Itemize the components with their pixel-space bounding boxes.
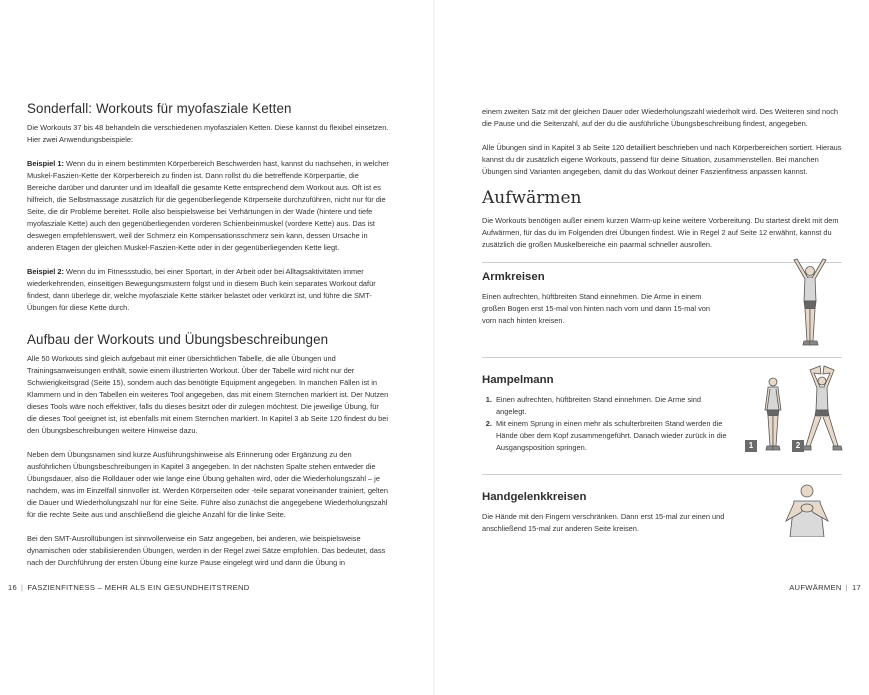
figure-badge-1: 1 bbox=[745, 440, 757, 452]
running-title-left: FASZIENFITNESS – MEHR ALS EIN GESUNDHEITSTREND bbox=[27, 583, 250, 592]
exercise-description: Einen aufrechten, hüftbreiten Stand einnehmen. Die Arme in einem großen Bogen erst 15-mal von hinten nach vorn und dann 15-mal von vorn nach hinten kreisen. bbox=[482, 292, 711, 325]
example-1-text: Wenn du in einem bestimmten Körperbereich Beschwerden hast, kannst du nachsehen, in welcher Muskel-Faszien-Kette der Körperbereich zu finden ist. Dann rollst du die betreffende Körperpartie, die Bereiche darüber und darunter und im Idealfall die gesamte Kette entsprechend dem Workout aus. Oft ist es hilfreich, die Selbstmassage zusätzlich für die gegenüberliegende Körperseite durchzuführen, nicht nur für die Seite, die dir Probleme bereitet. Rolle also beispielsweise bei Verhärtungen in der Wade (hintere und tiefe myofasziale Kette) auch den gegenüberliegenden vorderen Schienbeinmuskel (vordere Kette) aus. Das ist deswegen empfehlenswert, weil der Schmerz ein Kompensationsschmerz sein kann, dessen Ursache in anderen Etagen der gleichen Muskel-Faszien-Kette oder in der gegenüberliegenden Kette liegt. bbox=[27, 159, 389, 252]
example-2-paragraph bbox=[27, 266, 389, 314]
example-1-label: Beispiel 1: bbox=[27, 159, 64, 168]
jumping-jack-jump-illustration bbox=[800, 364, 844, 452]
step-2: 2. Mit einem Sprung in einen mehr als schulterbreiten Stand werden die Hände über dem Kopf zusammengeführt. Danach wieder zurück in die Ausgangsposition springen. bbox=[494, 418, 730, 454]
exercise-steps bbox=[482, 394, 730, 454]
exercise-armkreisen bbox=[482, 262, 842, 357]
arm-circles-figure-illustration bbox=[788, 257, 832, 349]
exercise-title: Armkreisen bbox=[482, 271, 545, 283]
exercise-title: Hampelmann bbox=[482, 374, 554, 386]
right-text-column bbox=[482, 106, 842, 561]
structure-paragraph-1: Alle 50 Workouts sind gleich aufgebaut mit einer übersichtlichen Tabelle, die alle Übungen und Trainingsanweisungen enthält, sowie einem illustrierten Workout. Über der Tabelle wird nicht nur der Schwierigkeitsgrad (Seite 15), sondern auch das benötigte Equipment angegeben. In manchen Fällen ist in Klammern und in den Tabellen ein weiteres Tool angegeben, das mit einem Sternchen markiert ist. Der Nutzen dieses Tools wäre noch effektiver, falls du dieses besitzt oder dir zulegen möchtest. Die jeweilige Übung, für die dieses Tool geeignet ist, ist ebenfalls mit einem Sternchen markiert. In Kapitel 3 ab Seite 120 findest du bei den Übungsbeschreibungen weitere Hinweise dazu. bbox=[27, 354, 389, 435]
exercise-hampelmann bbox=[482, 357, 842, 474]
left-page bbox=[0, 0, 434, 695]
chapter-3-paragraph: Alle Übungen sind in Kapitel 3 ab Seite 120 detailliert beschrieben und nach Körperbereichen sortiert. Hieraus kannst du dir zusätzlich eigene Workouts, passend für deine Situation, zusammenstellen. Bei manchen Übungen sind Varianten angegeben, damit du das Workout deiner Faszienfitness anpassen kannst. bbox=[482, 143, 842, 176]
left-footer: 16 | FASZIENFITNESS – MEHR ALS EIN GESUNDHEITSTREND bbox=[8, 583, 250, 592]
jumping-jack-start-illustration bbox=[760, 376, 786, 452]
exercise-description: Die Hände mit den Fingern verschränken. Dann erst 15-mal zur einen und anschließend 15-mal zur anderen Seite kreisen. bbox=[482, 512, 725, 533]
figure-badge-2: 2 bbox=[792, 440, 804, 452]
step-1: 1. Einen aufrechten, hüftbreiten Stand einnehmen. Die Arme sind angelegt. bbox=[494, 394, 730, 418]
page-number-left: 16 bbox=[8, 583, 18, 592]
running-title-right: AUFWÄRMEN bbox=[789, 583, 842, 592]
example-2-label: Beispiel 2: bbox=[27, 267, 64, 276]
example-1-paragraph bbox=[27, 158, 389, 254]
continuation-paragraph: einem zweiten Satz mit der gleichen Dauer oder Wiederholungszahl wiederholt wird. Des Weiteren sind noch die Pause und die Seitenzahl, auf der du die ausführliche Übungsbeschreibung findest, angegeben. bbox=[482, 107, 839, 128]
exercise-handgelenkkreisen bbox=[482, 474, 842, 561]
section-heading-workout-structure: Aufbau der Workouts und Übungsbeschreibungen bbox=[27, 332, 329, 347]
structure-paragraph-2: Neben dem Übungsnamen sind kurze Ausführungshinweise als Erinnerung oder Ergänzung zu den ausführlichen Übungsbeschreibungen in Kapitel 3 angegeben. In der nächsten Spalte stehen entweder die Übungsdauer, also die Rolldauer oder wie lange eine Übung gehalten wird, oder die Wiederholungszahl – je nachdem, was im Einzelfall sinnvoller ist. Werden Körperseiten oder -teile separat voneinander trainiert, gelten die Dauer und Wiederholungszahl nur für eine Seite. Führe also zunächst die angegebene Wiederholungszahl für die rechte Seite aus und anschließend die gleiche Anzahl für die linke Seite. bbox=[27, 450, 388, 519]
example-2-text: Wenn du im Fitnessstudio, bei einer Sportart, in der Arbeit oder bei Alltagsaktivitäten immer wiederkehrenden, einseitigen Bewegungsmustern folgst und in diesem Buch kein separates Workout dafür findest, dann überlege dir, welche myofasziale Kette stärker belastet oder verkürzt ist, und führe die SMT-Übungen für diese Kette durch. bbox=[27, 267, 376, 312]
chapter-heading-warmup: Aufwärmen bbox=[482, 188, 582, 208]
left-text-column bbox=[27, 101, 389, 581]
exercise-title: Handgelenkkreisen bbox=[482, 491, 587, 503]
warmup-intro: Die Workouts benötigen außer einem kurzen Warm-up keine weitere Vorbereitung. Du startest direkt mit dem Aufwärmen, für das du im Folgenden drei Übungen findest. Wie in Regel 2 auf Seite 12 erwähnt, kannst du zusätzlich die großen Muskelbereiche ein paarmal schneller ausrollen. bbox=[482, 216, 839, 249]
wrist-circles-illustration bbox=[780, 481, 834, 537]
structure-paragraph-3: Bei den SMT-Ausrollübungen ist sinnvollerweise ein Satz angegeben, bei anderen, wie beispielsweise dynamischen oder stabilisierenden Übungen, werden in der Regel zwei Sätze empfohlen. Das bedeutet, dass nach der Durchführung der ersten Übung eine kurze Pause eingelegt wird und dann die Übung in bbox=[27, 534, 386, 567]
right-footer: AUFWÄRMEN | 17 bbox=[789, 583, 861, 592]
page-number-right: 17 bbox=[851, 583, 861, 592]
intro-paragraph: Die Workouts 37 bis 48 behandeln die verschiedenen myofaszialen Ketten. Diese kannst du flexibel einsetzen. Hier zwei Anwendungsbeispiele: bbox=[27, 123, 389, 144]
right-page bbox=[435, 0, 869, 695]
section-heading-myofascial-chains: Sonderfall: Workouts für myofasziale Ketten bbox=[27, 101, 292, 116]
